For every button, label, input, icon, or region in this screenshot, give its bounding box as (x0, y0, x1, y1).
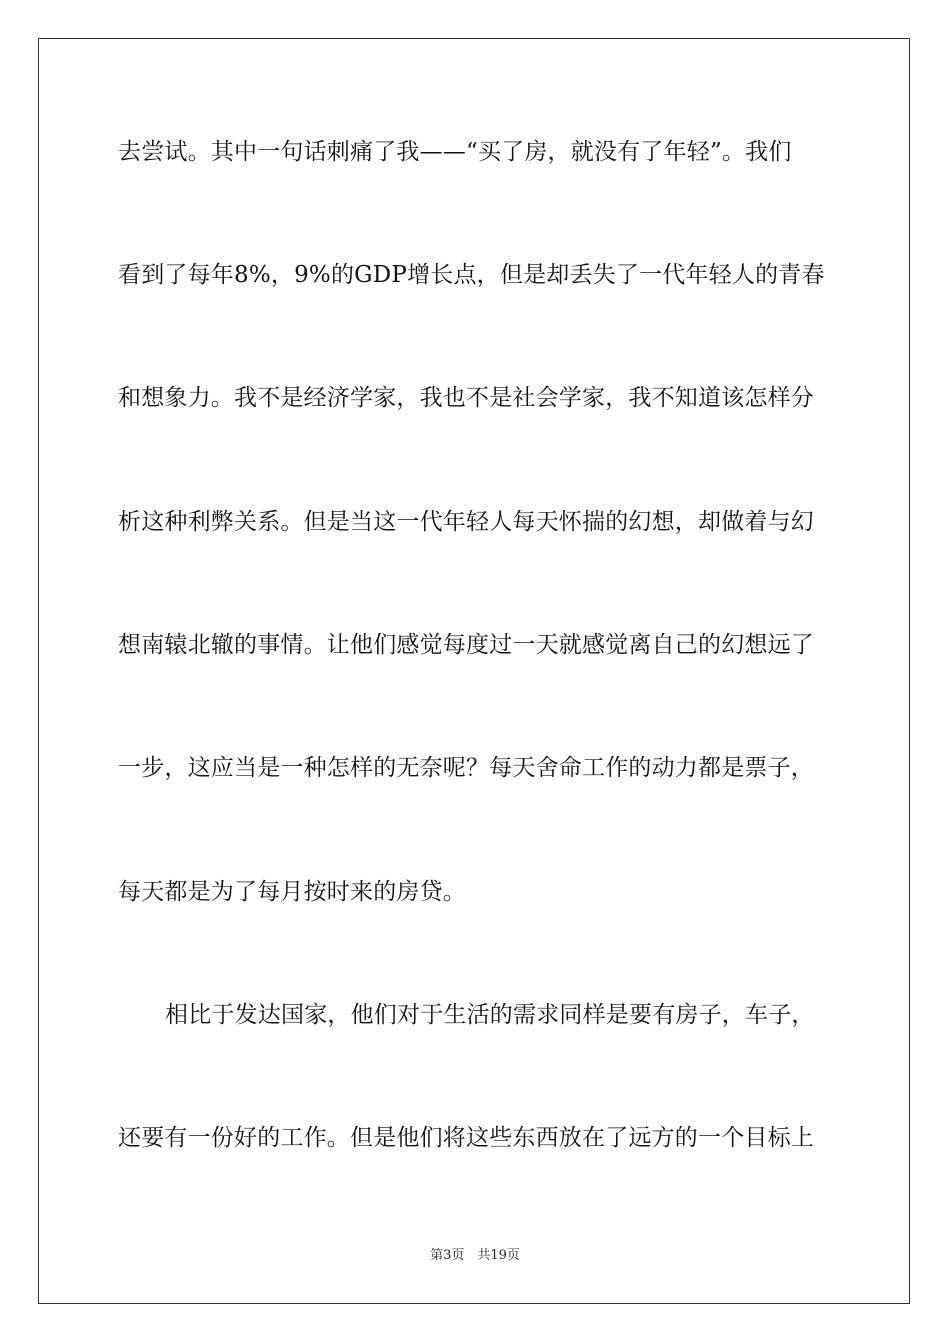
text-line: 看到了每年8%，9%的GDP增长点，但是却丢失了一代年轻人的青春 (118, 262, 825, 288)
page-border (38, 38, 910, 1304)
text-line: 和想象力。我不是经济学家，我也不是社会学家，我不知道该怎样分 (118, 385, 814, 411)
text-line: 一步，这应当是一种怎样的无奈呢？每天舍命工作的动力都是票子， (118, 755, 814, 781)
text-line: 还要有一份好的工作。但是他们将这些东西放在了远方的一个目标上 (118, 1125, 814, 1151)
text-line: 去尝试。其中一句话刺痛了我——“买了房，就没有了年轻”。我们 (118, 139, 792, 165)
text-line: 析这种利弊关系。但是当这一代年轻人每天怀揣的幻想，却做着与幻 (118, 509, 814, 535)
text-line: 每天都是为了每月按时来的房贷。 (118, 879, 466, 905)
page-number-footer: 第3页 共19页 (430, 1248, 520, 1263)
paragraph-first-line: 相比于发达国家，他们对于生活的需求同样是要有房子，车子， (165, 1002, 815, 1028)
text-line: 想南辕北辙的事情。让他们感觉每度过一天就感觉离自己的幻想远了 (118, 632, 814, 658)
